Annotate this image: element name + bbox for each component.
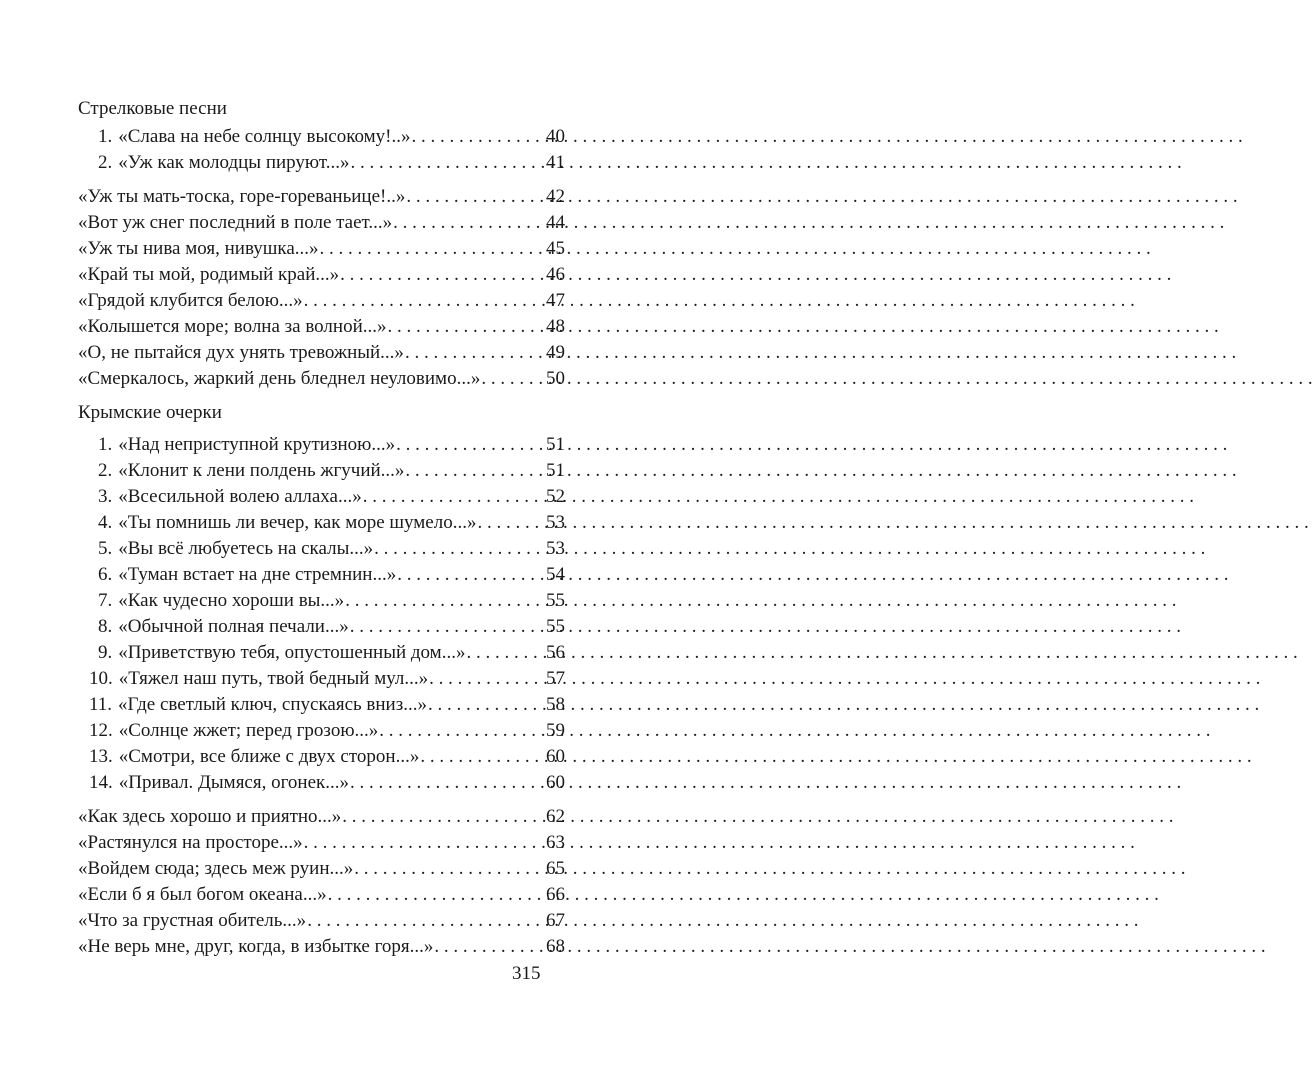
entry-page: 46 [546,264,565,285]
entry-page: 42 [546,186,565,207]
toc-entry [78,830,565,856]
entry-title: «Слава на небе солнцу высокому!..» [118,126,411,147]
entry-page: 53 [546,512,565,533]
entry-title: «Колышется море; волна за волной...» [78,316,387,337]
entry-title: «Туман встает на дне стремнин...» [118,564,397,585]
toc-entry [78,184,565,210]
entry-number: 11. [89,694,113,715]
entry-page: 66 [546,884,565,905]
entry-number: 1. [98,434,113,455]
dot-leader [395,432,546,458]
dot-leader [405,184,546,210]
dot-leader [327,882,546,908]
dot-leader [349,150,546,176]
entry-number: 6. [98,564,113,585]
toc-entry [78,614,565,640]
entry-page: 62 [546,806,565,827]
toc-entry [78,150,565,176]
dot-leader [373,536,546,562]
toc-entry [78,856,565,882]
dot-leader [433,934,546,960]
dot-leader [419,744,546,770]
entry-title: «Обычной полная печали...» [118,616,349,637]
entry-number: 13. [89,746,113,767]
entry-title: «Над неприступной крутизною...» [118,434,396,455]
entry-page: 65 [546,858,565,879]
toc-entry [78,366,565,392]
entry-title: «Приветствую тебя, опустошенный дом...» [118,642,466,663]
dot-leader [353,856,546,882]
toc-entry [78,484,565,510]
dot-leader [303,830,546,856]
section-title-krymskie: Крымские очерки [78,402,222,423]
toc-entry [78,804,565,830]
entry-title: «Уж ты мать-тоска, горе-гореваньице!..» [78,186,406,207]
entry-page: 55 [546,590,565,611]
entry-number: 12. [89,720,113,741]
toc-entry [78,882,565,908]
dot-leader [410,124,546,150]
entry-page: 57 [546,668,565,689]
dot-leader [465,640,546,666]
entry-page: 67 [546,910,565,931]
entry-number: 4. [98,512,113,533]
dot-leader [404,458,546,484]
entry-title: «Не верь мне, друг, когда, в избытке горя...» [78,936,434,957]
entry-page: 60 [546,772,565,793]
toc-entry [78,458,565,484]
entry-title: «Растянулся на просторе...» [78,832,303,853]
entry-page: 44 [546,212,565,233]
dot-leader [392,210,546,236]
entry-title: «Ты помнишь ли вечер, как море шумело...» [118,512,477,533]
entry-number: 9. [98,642,113,663]
entry-title: «Смотри, все ближе с двух сторон...» [118,746,420,767]
entry-title: «Клонит к лени полдень жгучий...» [118,460,405,481]
dot-leader [341,804,546,830]
entry-title: «О, не пытайся дух унять тревожный...» [78,342,404,363]
toc-entry [78,510,565,536]
toc-entry [78,340,565,366]
entry-title: «Привал. Дымяся, огонек...» [118,772,350,793]
toc-entry [78,718,565,744]
entry-title: «Грядой клубится белою...» [78,290,303,311]
toc-entry [78,288,565,314]
entry-number: 2. [98,460,113,481]
entry-number: 7. [98,590,113,611]
entry-page: 53 [546,538,565,559]
dot-leader [427,692,546,718]
dot-leader [480,366,546,392]
toc-entry [78,536,565,562]
toc-entry [78,934,565,960]
entry-title: «Солнце жжет; перед грозою...» [118,720,379,741]
entry-page: 50 [546,368,565,389]
dot-leader [319,236,546,262]
dot-leader [303,288,546,314]
toc-entry [78,562,565,588]
entry-page: 58 [546,694,565,715]
entry-page: 54 [546,564,565,585]
section-title-strelkovye: Стрелковые песни [78,98,227,119]
dot-leader [339,262,546,288]
toc-entry [78,124,565,150]
entry-title: «Уж как молодцы пируют...» [118,152,350,173]
entry-title: «Если б я был богом океана...» [78,884,327,905]
entry-title: «Войдем сюда; здесь меж руин...» [78,858,354,879]
entry-title: «Как чудесно хороши вы...» [118,590,345,611]
page-number: 315 [512,963,541,984]
entry-page: 63 [546,832,565,853]
entry-page: 56 [546,642,565,663]
entry-number: 3. [98,486,113,507]
entry-title: «Вы всё любуетесь на скалы...» [118,538,374,559]
dot-leader [362,484,546,510]
toc-entry [78,262,565,288]
entry-number: 10. [89,668,113,689]
entry-page: 49 [546,342,565,363]
dot-leader [476,510,546,536]
entry-number: 5. [98,538,113,559]
entry-page: 51 [546,434,565,455]
entry-page: 48 [546,316,565,337]
dot-leader [387,314,547,340]
entry-title: «Что за грустная обитель...» [78,910,307,931]
dot-leader [349,614,546,640]
entry-title: «Край ты мой, родимый край...» [78,264,340,285]
entry-title: «Вот уж снег последний в поле тает...» [78,212,393,233]
dot-leader [404,340,546,366]
entry-number: 2. [98,152,113,173]
toc-entry [78,314,565,340]
entry-page: 51 [546,460,565,481]
dot-leader [428,666,546,692]
entry-page: 55 [546,616,565,637]
entry-page: 41 [546,152,565,173]
toc-entry [78,666,565,692]
entry-page: 45 [546,238,565,259]
entry-title: «Всесильной волею аллаха...» [118,486,362,507]
entry-title: «Где светлый ключ, спускаясь вниз...» [118,694,427,715]
dot-leader [378,718,546,744]
entry-number: 8. [98,616,113,637]
dot-leader [306,908,546,934]
entry-page: 52 [546,486,565,507]
toc-entry [78,210,565,236]
entry-page: 40 [546,126,565,147]
entry-page: 60 [546,746,565,767]
toc-entry [78,908,565,934]
entry-number: 1. [98,126,113,147]
entry-page: 59 [546,720,565,741]
entry-title: «Тяжел наш путь, твой бедный мул...» [118,668,429,689]
entry-page: 68 [546,936,565,957]
dot-leader [349,770,546,796]
toc-entry [78,770,565,796]
entry-title: «Смеркалось, жаркий день бледнел неуловимо...» [78,368,481,389]
dot-leader [344,588,546,614]
toc-entry [78,692,565,718]
entry-title: «Как здесь хорошо и приятно...» [78,806,342,827]
entry-page: 47 [546,290,565,311]
toc-entry [78,744,565,770]
dot-leader [396,562,546,588]
table-of-contents [78,96,565,960]
toc-entry [78,432,565,458]
toc-entry [78,640,565,666]
toc-entry [78,588,565,614]
entry-title: «Уж ты нива моя, нивушка...» [78,238,319,259]
toc-entry [78,236,565,262]
entry-number: 14. [89,772,113,793]
